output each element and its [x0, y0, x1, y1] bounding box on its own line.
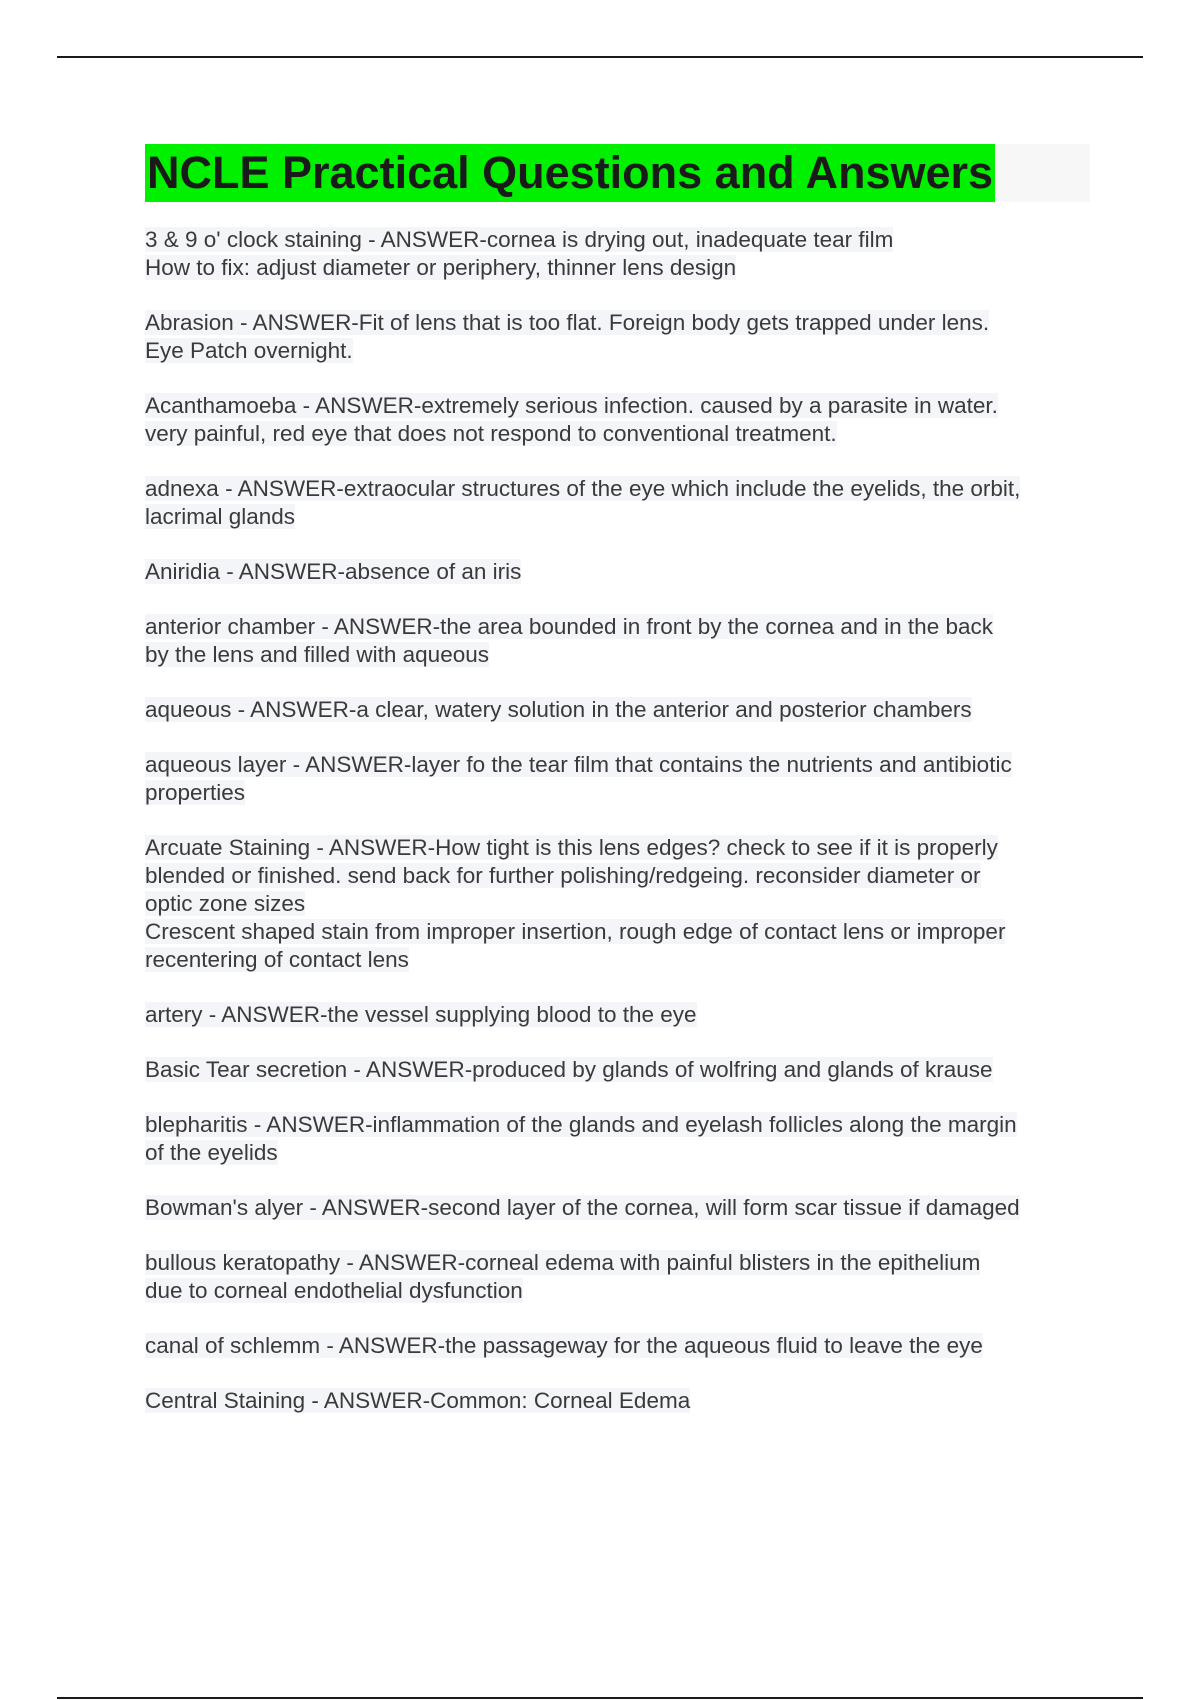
qa-entry: [145, 1056, 1090, 1084]
qa-entry-line: lacrimal glands: [145, 504, 296, 529]
qa-entry-line: Acanthamoeba - ANSWER-extremely serious infection. caused by a parasite in water.: [145, 393, 998, 418]
qa-entry: [145, 696, 1090, 724]
qa-entry-line: aqueous - ANSWER-a clear, watery solution in the anterior and posterior chambers: [145, 697, 972, 722]
qa-entry: [145, 613, 1090, 669]
qa-entry: [145, 1111, 1090, 1167]
title-banner: [145, 144, 1090, 202]
qa-entry: [145, 475, 1090, 531]
qa-entry-line: Arcuate Staining - ANSWER-How tight is this lens edges? check to see if it is properly: [145, 835, 998, 860]
qa-entry-line: blepharitis - ANSWER-inflammation of the glands and eyelash follicles along the margin: [145, 1112, 1017, 1137]
qa-entry-line: by the lens and filled with aqueous: [145, 642, 489, 667]
qa-entry-line: aqueous layer - ANSWER-layer fo the tear film that contains the nutrients and antibiotic: [145, 752, 1012, 777]
qa-entry-line: Basic Tear secretion - ANSWER-produced by glands of wolfring and glands of krause: [145, 1057, 993, 1082]
qa-entry-line: properties: [145, 780, 246, 805]
qa-entry: [145, 1249, 1090, 1305]
qa-entry-line: very painful, red eye that does not respond to conventional treatment.: [145, 421, 837, 446]
qa-entry: [145, 834, 1090, 974]
qa-list: [145, 226, 1090, 1415]
footer-rule: [57, 1697, 1143, 1699]
qa-entry-line: blended or finished. send back for further polishing/redgeing. reconsider diameter or: [145, 863, 981, 888]
qa-entry-line: adnexa - ANSWER-extraocular structures of the eye which include the eyelids, the orbit,: [145, 476, 1021, 501]
header-rule: [57, 56, 1143, 58]
document-body: [145, 144, 1090, 1442]
qa-entry-line: of the eyelids: [145, 1140, 278, 1165]
document-title: NCLE Practical Questions and Answers: [145, 144, 995, 202]
qa-entry: [145, 1001, 1090, 1029]
qa-entry: [145, 226, 1090, 282]
qa-entry: [145, 558, 1090, 586]
qa-entry-line: Central Staining - ANSWER-Common: Corneal Edema: [145, 1388, 691, 1413]
qa-entry-line: Aniridia - ANSWER-absence of an iris: [145, 559, 522, 584]
qa-entry: [145, 1332, 1090, 1360]
qa-entry-line: bullous keratopathy - ANSWER-corneal edema with painful blisters in the epithelium: [145, 1250, 981, 1275]
qa-entry-line: Abrasion - ANSWER-Fit of lens that is too flat. Foreign body gets trapped under lens.: [145, 310, 990, 335]
qa-entry: [145, 309, 1090, 365]
qa-entry-line: recentering of contact lens: [145, 947, 409, 972]
qa-entry: [145, 392, 1090, 448]
qa-entry-line: canal of schlemm - ANSWER-the passageway for the aqueous fluid to leave the eye: [145, 1333, 983, 1358]
qa-entry-line: optic zone sizes: [145, 891, 306, 916]
qa-entry-line: Crescent shaped stain from improper insertion, rough edge of contact lens or improper: [145, 919, 1006, 944]
qa-entry: [145, 751, 1090, 807]
qa-entry: [145, 1194, 1090, 1222]
qa-entry-line: Bowman's alyer - ANSWER-second layer of the cornea, will form scar tissue if damaged: [145, 1195, 1020, 1220]
qa-entry: [145, 1387, 1090, 1415]
qa-entry-line: due to corneal endothelial dysfunction: [145, 1278, 523, 1303]
qa-entry-line: anterior chamber - ANSWER-the area bounded in front by the cornea and in the back: [145, 614, 993, 639]
qa-entry-line: Eye Patch overnight.: [145, 338, 353, 363]
qa-entry-line: artery - ANSWER-the vessel supplying blood to the eye: [145, 1002, 697, 1027]
qa-entry-line: 3 & 9 o' clock staining - ANSWER-cornea is drying out, inadequate tear film: [145, 227, 894, 252]
qa-entry-line: How to fix: adjust diameter or periphery, thinner lens design: [145, 255, 737, 280]
